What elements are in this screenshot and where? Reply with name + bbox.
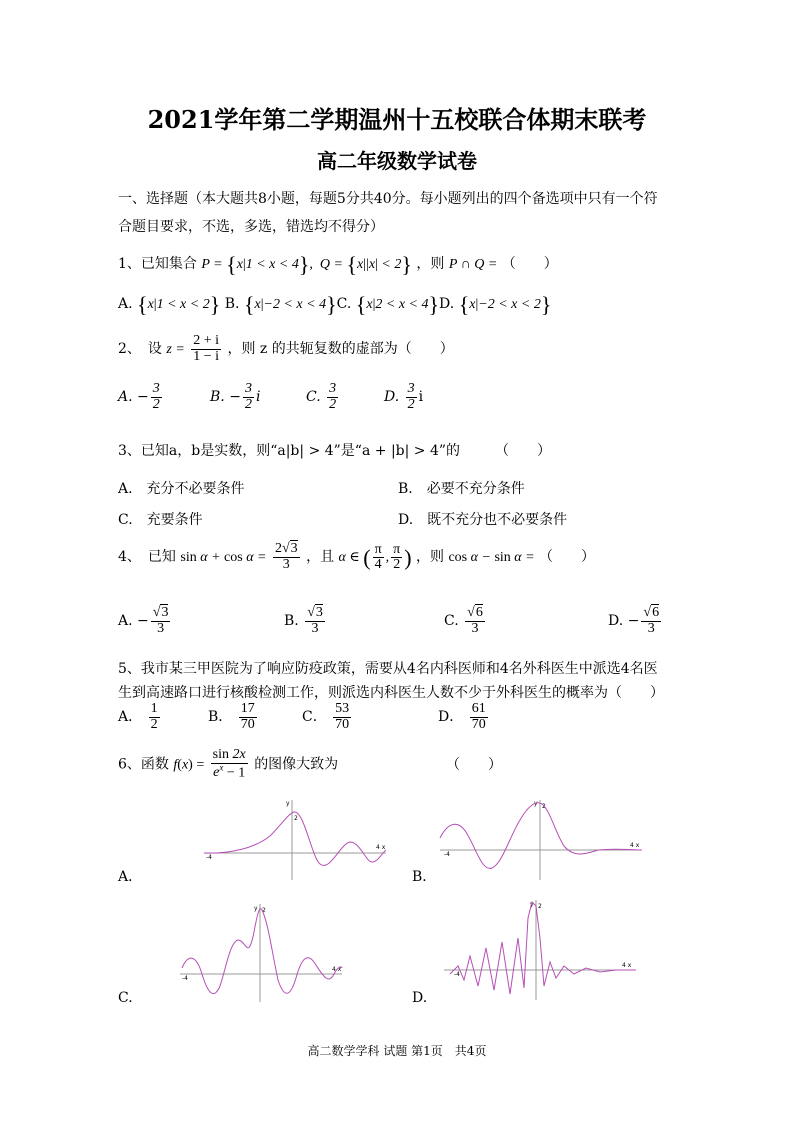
question-6 <box>118 748 338 781</box>
q5-option-c: $\frac{53}{70}$ <box>335 701 350 732</box>
svg-text:-4: -4 <box>454 971 460 978</box>
q6-graph-b <box>436 798 646 882</box>
q1-option-a-label: A. <box>118 296 133 313</box>
q6-option-c-label: C. <box>118 990 133 1006</box>
q4-option-a: − $\frac{√3}{3}$ <box>137 605 169 636</box>
q2-option-d-label: D. <box>384 389 400 406</box>
q4-stem-c: ，则 <box>416 549 445 566</box>
exam-title: 2021学年第二学期温州十五校联合体期末联考 <box>147 105 647 134</box>
q5-option-b: $\frac{17}{70}$ <box>240 701 255 732</box>
svg-text:-4: -4 <box>206 854 212 861</box>
q5-option-b-label: B． <box>208 709 233 726</box>
q5-option-c-wrap <box>302 702 353 732</box>
svg-text:4 x: 4 x <box>622 962 632 969</box>
q5-option-a-wrap <box>118 702 162 732</box>
q4-expression: cos α − sin α = <box>448 550 535 566</box>
q3-option-b: B. 必要不充分条件 <box>398 481 525 497</box>
q2-options <box>118 382 164 412</box>
q4-option-b-label: B. <box>284 613 299 630</box>
q4-option-a-label: A. <box>118 613 133 630</box>
q1-option-c-label: C. <box>336 296 352 313</box>
svg-text:y: y <box>530 901 534 908</box>
q4-given: sin α + cos α = <box>180 550 267 566</box>
svg-text:y: y <box>534 800 538 807</box>
section-instructions-line2: 合题目要求，不选，多选，错选均不得分） <box>118 219 384 235</box>
q4-option-d: − $\frac{√6}{3}$ <box>627 605 660 636</box>
question-3: 3、已知a，b是实数，则“a|b| > 4”是“a + |b| > 4”的 （ ） <box>118 443 552 459</box>
q5-option-d: $\frac{61}{70}$ <box>471 701 486 732</box>
q5-option-b-wrap <box>208 702 259 732</box>
svg-text:y: y <box>254 905 258 912</box>
svg-text:4 x: 4 x <box>332 966 342 973</box>
question-4 <box>118 542 595 573</box>
q4-option-b-wrap <box>284 606 327 636</box>
q6-function: f(x) = <box>173 757 205 773</box>
q6-option-a-label: A． <box>118 869 143 885</box>
svg-text:y: y <box>286 800 290 807</box>
q6-graph-a <box>200 798 390 882</box>
svg-text:2: 2 <box>262 907 266 914</box>
q2-option-b: − $\frac{3}{2}$ i <box>229 381 261 412</box>
q4-option-a-wrap <box>118 606 172 636</box>
q1-stem: 1、已知集合 <box>118 256 197 273</box>
q1-expression: P ∩ Q = <box>448 257 498 273</box>
q6-graph-c <box>176 902 346 1004</box>
q2-option-c-label: C. <box>306 389 321 406</box>
q5-option-c-label: C． <box>302 709 327 726</box>
q4-blank: （ ） <box>539 549 596 566</box>
q2-option-a-label: A. <box>118 389 133 406</box>
q4-option-c-label: C. <box>444 613 459 630</box>
svg-text:-4: -4 <box>444 851 450 858</box>
question-5-line2: 生到高速路口进行核酸检测工作，则派选内科医生人数不少于外科医生的概率为（ ） <box>118 685 664 701</box>
q5-option-d-label: D． <box>438 709 464 726</box>
q1-option-c: {x|2 < x < 4} <box>355 292 440 317</box>
q2-stem-b: ，则 z 的共轭复数的虚部为（ ） <box>227 341 454 358</box>
svg-text:-4: -4 <box>182 975 188 982</box>
q2-z: z = <box>166 342 185 358</box>
q2-option-d: $\frac{3}{2}$ i <box>407 381 424 412</box>
section-instructions-line1: 一、选择题（本大题共8小题，每题5分共40分。每小题列出的四个备选项中只有一个符 <box>118 191 658 207</box>
q1-option-b: {x|−2 < x < 4} <box>243 292 337 317</box>
q2-option-d-wrap <box>384 382 423 412</box>
q1-stem-b: ，则 <box>416 256 445 273</box>
q2-fraction: $\frac{2 + i}{1 - i}$ <box>193 333 220 364</box>
q2-option-c: $\frac{3}{2}$ <box>329 381 337 412</box>
q1-option-a: {x|1 < x < 2} <box>137 292 221 317</box>
q4-option-b: $\frac{√3}{3}$ <box>307 605 323 636</box>
svg-text:2: 2 <box>538 903 542 910</box>
q3-option-a: A. 充分不必要条件 <box>118 481 245 497</box>
q5-option-a: $\frac{1}{2}$ <box>150 701 158 732</box>
q1-blank: （ ） <box>501 256 558 273</box>
q3-option-c: C. 充要条件 <box>118 512 203 528</box>
q4-stem: 4、 已知 <box>118 549 176 566</box>
q2-stem: 2、 设 <box>118 341 162 358</box>
q4-fraction: $\frac{2√3}{3}$ <box>274 541 298 572</box>
q4-option-c: $\frac{√6}{3}$ <box>467 605 483 636</box>
q3-option-d: D. 既不充分也不必要条件 <box>398 512 568 528</box>
q2-option-c-wrap <box>306 382 340 412</box>
q4-option-d-wrap <box>608 606 663 636</box>
svg-text:2: 2 <box>294 815 298 822</box>
q1-option-d-label: D. <box>439 296 455 313</box>
q5-option-d-wrap <box>438 702 490 732</box>
q6-option-d-label: D. <box>412 990 428 1006</box>
q4-option-d-label: D. <box>608 613 624 630</box>
question-2 <box>118 334 454 364</box>
svg-text:4 x: 4 x <box>630 842 640 849</box>
q1-option-d: {x|−2 < x < 2} <box>458 292 552 317</box>
svg-text:4 x: 4 x <box>376 844 386 851</box>
q2-option-a: − $\frac{3}{2}$ <box>137 381 160 412</box>
q5-option-a-label: A． <box>118 709 143 726</box>
q4-stem-b: ，且 <box>306 549 335 566</box>
q6-stem-b: 的图像大致为 <box>254 756 339 773</box>
q1-options <box>118 292 551 318</box>
q6-option-b-label: B． <box>412 869 437 885</box>
question-1 <box>118 252 558 278</box>
page-footer: 高二数学学科 试题 第1页 共4页 <box>307 1044 487 1058</box>
svg-text:2: 2 <box>542 803 546 810</box>
q6-graph-d <box>440 898 640 1002</box>
q1-set-p: P = {x|1 < x < 4}, Q = {x||x| < 2} <box>201 252 412 277</box>
q2-option-b-label: B. <box>210 389 225 406</box>
q4-range: α ∈ ( $\frac{\pi}{4}$ , $\frac{\pi}{2}$ ) <box>338 541 412 573</box>
q2-option-b-wrap <box>210 382 260 412</box>
q6-blank: （ ） <box>446 757 502 773</box>
question-5-line1: 5、我市某三甲医院为了响应防疫政策，需要从4名内科医师和4名外科医生中派选4名医 <box>118 661 658 677</box>
q6-fraction: $\frac{\sin 2x}{e^x - 1}$ <box>212 747 246 781</box>
q1-option-b-label: B. <box>224 296 240 313</box>
q6-stem: 6、函数 <box>118 756 169 773</box>
exam-subtitle: 高二年级数学试卷 <box>317 149 477 173</box>
q4-option-c-wrap <box>444 606 487 636</box>
